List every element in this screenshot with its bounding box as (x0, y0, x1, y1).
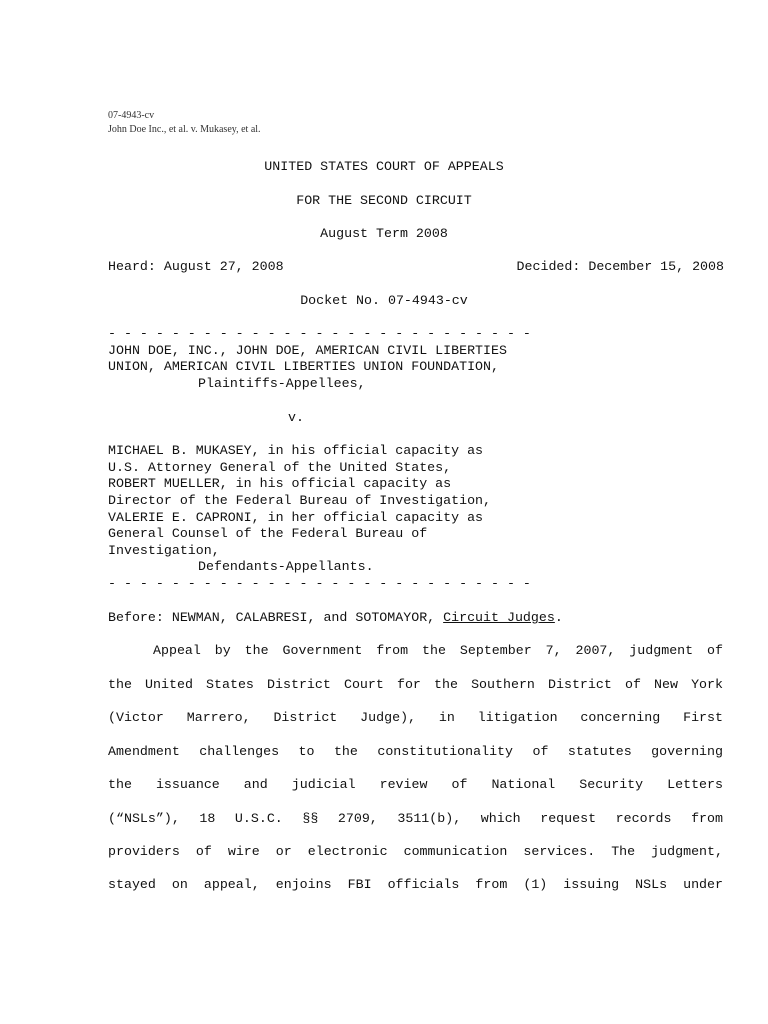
defendants-line: ROBERT MUELLER, in his official capacity as (108, 476, 452, 491)
plaintiffs-line-2: UNION, AMERICAN CIVIL LIBERTIES UNION FOUNDATION, (108, 359, 499, 374)
separator-bottom: - - - - - - - - - - - - - - - - - - - - - - - - - - - (108, 576, 531, 591)
heard-date: Heard: August 27, 2008 (108, 259, 284, 274)
body-line: Amendment challenges to the constitutionality of statutes governing (108, 744, 723, 759)
decided-date: Decided: December 15, 2008 (516, 259, 724, 274)
body-line: Appeal by the Government from the September 7, 2007, judgment of (153, 643, 723, 658)
body-line: stayed on appeal, enjoins FBI officials from (1) issuing NSLs under (108, 877, 723, 892)
defendants-line: U.S. Attorney General of the United States, (108, 460, 452, 475)
separator-top: - - - - - - - - - - - - - - - - - - - - - - - - - - - (108, 326, 531, 341)
plaintiffs-role: Plaintiffs-Appellees, (198, 376, 366, 391)
plaintiffs-line-1: JOHN DOE, INC., JOHN DOE, AMERICAN CIVIL LIBERTIES (108, 343, 507, 358)
defendants-line: General Counsel of the Federal Bureau of (108, 526, 428, 541)
versus: v. (288, 410, 304, 425)
case-caption-small: John Doe Inc., et al. v. Mukasey, et al. (108, 124, 261, 135)
panel-prefix: Before: NEWMAN, CALABRESI, and SOTOMAYOR, (108, 610, 444, 625)
docket-number-small: 07-4943-cv (108, 110, 155, 121)
defendants-role: Defendants-Appellants. (198, 559, 374, 574)
defendants-line: MICHAEL B. MUKASEY, in his official capacity as (108, 443, 484, 458)
docket-number: Docket No. 07-4943-cv (300, 293, 468, 308)
body-line: the issuance and judicial review of National Security Letters (108, 777, 723, 792)
body-line: the United States District Court for the Southern District of New York (108, 677, 723, 692)
defendants-line: VALERIE E. CAPRONI, in her official capacity as (108, 510, 484, 525)
court-term: August Term 2008 (320, 226, 448, 241)
panel-line (108, 610, 563, 625)
body-line: providers of wire or electronic communication services. The judgment, (108, 844, 723, 859)
panel-suffix: . (554, 610, 563, 625)
body-line: (Victor Marrero, District Judge), in litigation concerning First (108, 710, 723, 725)
court-name: UNITED STATES COURT OF APPEALS (264, 159, 504, 174)
circuit-name: FOR THE SECOND CIRCUIT (296, 193, 472, 208)
defendants-line: Director of the Federal Bureau of Investigation, (108, 493, 492, 508)
panel-judges-title: Circuit Judges (443, 610, 555, 625)
defendants-line: Investigation, (108, 543, 220, 558)
body-line: (“NSLs”), 18 U.S.C. §§ 2709, 3511(b), which request records from (108, 811, 723, 826)
